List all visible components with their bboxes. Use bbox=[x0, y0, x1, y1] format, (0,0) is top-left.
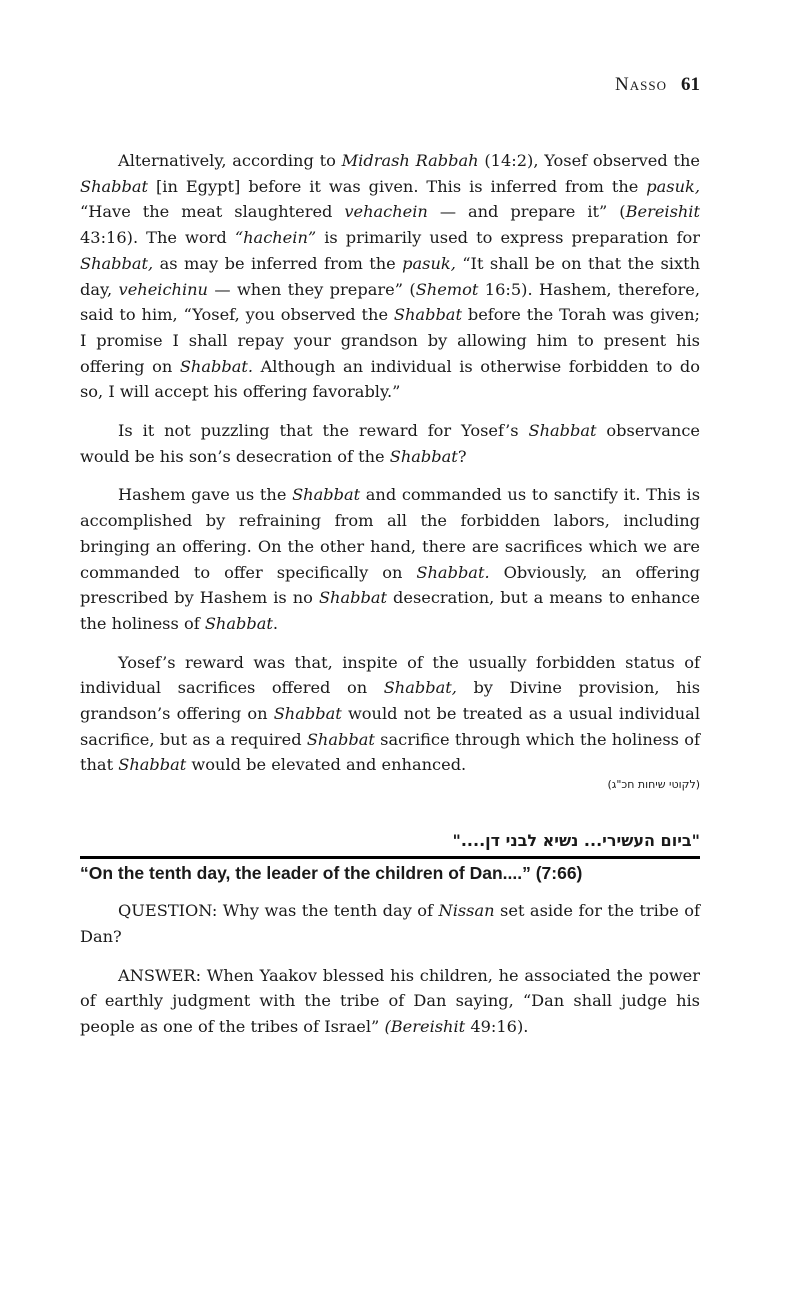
answer-paragraph: ANSWER: When Yaakov blessed his children, he associated the power of earthly judgment with the tribe of Dan saying, “Dan shall judge his people as one of the tribes of Israel” (Bereishit 49:16). bbox=[80, 965, 700, 1036]
page-number: 61 bbox=[681, 74, 700, 95]
question-paragraph: QUESTION: Why was the tenth day of Nissan set aside for the tribe of Dan? bbox=[80, 901, 700, 946]
paragraph-2: Is it not puzzling that the reward for Yosef’s Shabbat observance would be his son’s desecration of the Shabbat? bbox=[80, 421, 701, 466]
paragraph-4: Yosef’s reward was that, inspite of the usually forbidden status of individual sacrifices offered on Shabbat, by Divine provision, his grandson’s offering on Shabbat would not be treated as a usual individual sacrifice, but as a required Shabbat sacrifice through which the holiness of that Shabbat would be elevated and enhanced. bbox=[80, 652, 700, 775]
running-header bbox=[615, 74, 700, 96]
source-citation: (לקוטי שיחות חכ"ג) bbox=[607, 778, 700, 792]
header-title: Nasso bbox=[615, 74, 667, 95]
section-hebrew-title: "ביום העשירי... נשיא לבני דן...." bbox=[452, 831, 700, 851]
page-body bbox=[80, 148, 700, 1053]
paragraph-3: Hashem gave us the Shabbat and commanded us to sanctify it. This is accomplished by refraining from all the forbidden labors, including bringing an offering. On the other hand, there are sacrifices which we are commanded to offer specifically on Shabbat. Obviously, an offering prescribed by Hashem is no Shabbat desecration, but a means to enhance the holiness of Shabbat. bbox=[80, 485, 700, 633]
paragraph-1: Alternatively, according to Midrash Rabbah (14:2), Yosef observed the Shabbat [in Egypt] before it was given. This is inferred from the pasuk, “Have the meat slaughtered vehachein — and prepare it” (Bereishit 43:16). The word “hachein” is primarily used to express preparation for Shabbat, as may be inferred from the pasuk, “It shall be on that the sixth day, veheichinu — when they prepare” (Shemot 16:5). Hashem, therefore, said to him, “Yosef, you observed the Shabbat before the Torah was given; I promise I shall repay your grandson by allowing him to present his offering on Shabbat. Although an individual is otherwise forbidden to do so, I will accept his offering favorably.” bbox=[80, 151, 700, 402]
section-divider bbox=[80, 856, 700, 859]
section-english-title: “On the tenth day, the leader of the children of Dan....” (7:66) bbox=[80, 863, 583, 884]
